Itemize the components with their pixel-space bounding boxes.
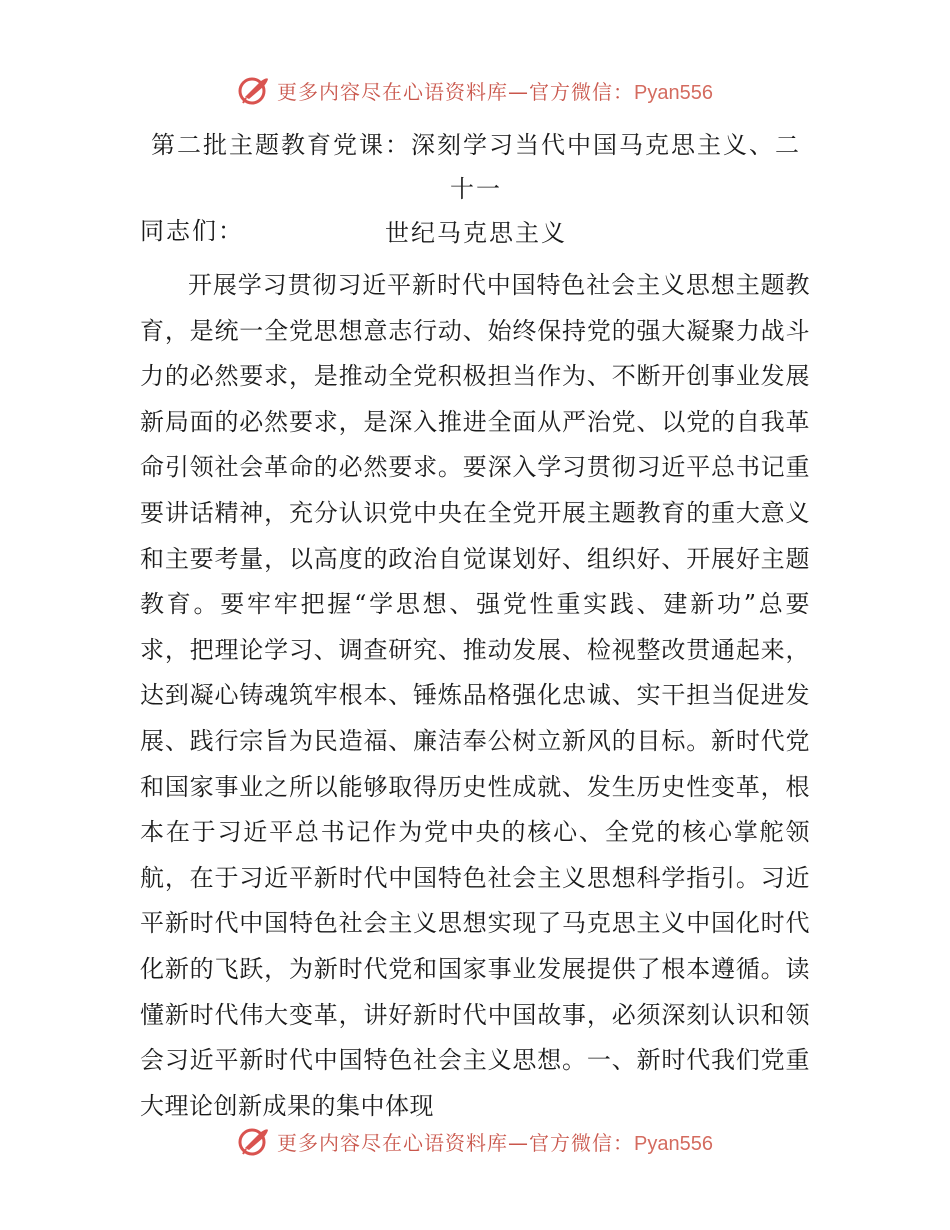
body-line: 大理论创新成果的集中体现 xyxy=(140,1091,434,1120)
body-line: 力的必然要求，是推动全党积极担当作为、不断开创事业发展 xyxy=(140,362,810,391)
salutation: 同志们： xyxy=(140,217,244,245)
body-line: 会习近平新时代中国特色社会主义思想。一、新时代我们党重 xyxy=(140,1046,810,1075)
banner-account-label: 官方微信： xyxy=(529,79,635,104)
banner-slogan: 更多内容尽在心语资料库 xyxy=(277,1130,509,1155)
body-line: 展、践行宗旨为民造福、廉洁奉公树立新风的目标。新时代党 xyxy=(140,726,810,755)
banner-slogan: 更多内容尽在心语资料库 xyxy=(277,79,509,104)
body-line: 平新时代中国特色社会主义思想实现了马克思主义中国化时代 xyxy=(140,909,810,938)
body-line: 开展学习贯彻习近平新时代中国特色社会主义思想主题教 xyxy=(188,271,810,299)
body-line: 命引领社会革命的必然要求。要深入学习贯彻习近平总书记重 xyxy=(140,453,810,482)
body-line: 达到凝心铸魂筑牢根本、锤炼品格强化忠诚、实干担当促进发 xyxy=(140,681,810,710)
body-line: 和国家事业之所以能够取得历史性成就、发生历史性变革，根 xyxy=(140,772,810,801)
body-line: 新局面的必然要求，是深入推进全面从严治党、以党的自我革 xyxy=(140,407,810,436)
banner-handle: Pyan556 xyxy=(634,1132,713,1155)
title-line-1: 第二批主题教育党课：深刻学习当代中国马克思主义、二十一 xyxy=(151,131,801,203)
body-line: 要讲话精神，充分认识党中央在全党开展主题教育的重大意义 xyxy=(140,498,810,527)
body-line: 育，是统一全党思想意志行动、始终保持党的强大凝聚力战斗 xyxy=(140,316,810,345)
banner-text xyxy=(277,76,713,105)
banner-handle: Pyan556 xyxy=(634,81,713,104)
quill-pen-logo-icon xyxy=(237,73,271,107)
banner-text xyxy=(277,1127,713,1156)
footer-banner xyxy=(0,1121,950,1161)
quill-pen-logo-icon xyxy=(237,1124,271,1158)
body-line: 懂新时代伟大变革，讲好新时代中国故事，必须深刻认识和领 xyxy=(140,1000,810,1029)
body-line: 化新的飞跃，为新时代党和国家事业发展提供了根本遵循。读 xyxy=(140,954,810,983)
body-line: 教育。要牢牢把握“学思想、强党性重实践、建新功”总要 xyxy=(140,590,810,619)
body-line: 本在于习近平总书记作为党中央的核心、全党的核心掌舵领 xyxy=(140,818,810,847)
body-paragraph xyxy=(140,263,810,1129)
title-line-2: 世纪马克思主义 xyxy=(385,219,567,247)
body-line: 和主要考量，以高度的政治自觉谋划好、组织好、开展好主题 xyxy=(140,544,810,573)
banner-separator: — xyxy=(508,79,530,104)
body-line: 航，在于习近平新时代中国特色社会主义思想科学指引。习近 xyxy=(140,863,810,892)
banner-account-label: 官方微信： xyxy=(529,1130,635,1155)
header-banner xyxy=(0,70,950,110)
banner-separator: — xyxy=(508,1130,530,1155)
body-line: 求，把理论学习、调查研究、推动发展、检视整改贯通起来， xyxy=(140,635,810,664)
